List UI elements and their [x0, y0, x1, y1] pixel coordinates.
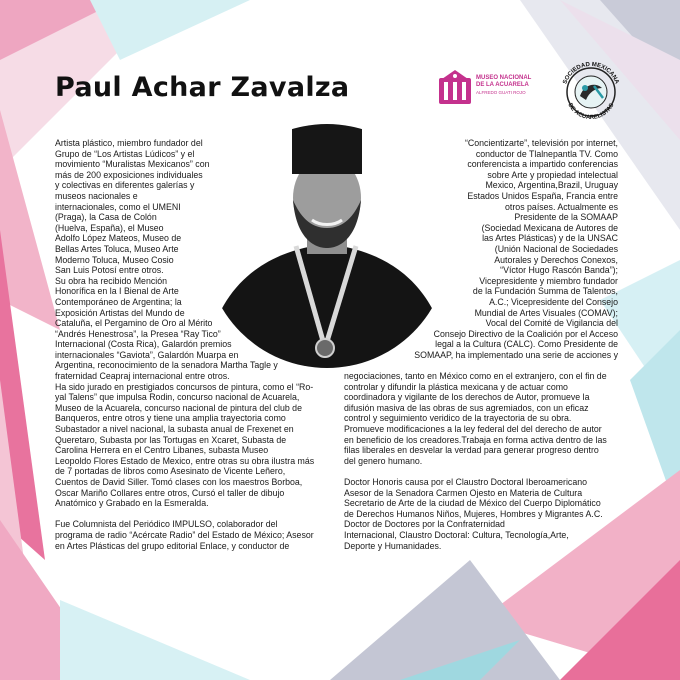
text-line: Argentina, reconocimiento de la senadora Martha Tagle y: [55, 360, 278, 371]
text-line: Vicepresidente y miembro fundador: [479, 275, 618, 286]
text-line: coordinadora y vigilante de los derechos de Autor, promueve la: [344, 392, 590, 403]
text-line: de 7 portadas de libros como Asesinato de Vicente Leñero,: [55, 466, 286, 477]
blank-line: [55, 509, 314, 520]
text-line: negociaciones, tanto en México como en el extranjero, con el fin de: [344, 371, 607, 381]
museo-logo-line-1: MUSEO NACIONAL: [476, 75, 532, 81]
text-line: más de 200 exposiciones individuales: [55, 169, 203, 180]
text-line: museos nacionales e: [55, 190, 138, 201]
text-line: Cataluña, el Pergamino de Oro al Mérito: [55, 318, 213, 329]
museo-acuarela-emblem: [438, 70, 472, 106]
text-line: de la Fundación Summa de Talentos,: [472, 286, 618, 297]
text-line: Promueve modificaciones a la ley federal del del derecho de autor: [344, 423, 602, 434]
text-line: (Unión Nacional de Sociedades: [494, 243, 618, 254]
text-line: Adolfo López Mateos, Museo de: [55, 233, 182, 244]
text-line: Presidente de la SOMAAP: [514, 212, 618, 223]
text-line: Ha sido jurado en prestigiados concursos de pintura, como el “Ro-: [55, 381, 314, 392]
text-line: difusión masiva de las obras de sus agremiados, con un eficaz: [344, 402, 589, 413]
text-line: Banqueros, entre otros y tiene una amplia trayectoria como: [55, 413, 286, 424]
text-line: Museo de la Acuarela, concurso nacional de pintura del club de: [55, 402, 302, 413]
blank-line: [344, 466, 607, 477]
text-line: del genero humano.: [344, 455, 423, 466]
text-line: sobre Arte y propiedad intelectual: [487, 169, 618, 180]
text-line: y colectivas en diferentes galerías y: [55, 180, 195, 191]
text-line: “Andrés Henestrosa”, la Presea “Ray Tico”: [55, 328, 221, 339]
sociedad-acuarelistas-logo: [556, 58, 626, 120]
text-line: Exposición Artistas del Mundo de: [55, 307, 185, 318]
text-line: Anatómico y Grabado en la Esmeralda.: [55, 498, 209, 509]
text-line: Bellas Artes Toluca, Museo Arte: [55, 243, 179, 254]
text-line: Fue Columnista del Periódico IMPULSO, colaborador del: [55, 519, 278, 530]
text-line: Consejo Directivo de la Coalición por el Acceso: [433, 328, 618, 339]
biography-right-column-bottom: [344, 371, 607, 551]
text-line: otros países. Actualmente es: [505, 201, 618, 212]
text-line: Cuentos de David Siller. Tomó clases con los maestros Borboa,: [55, 477, 303, 487]
text-line: Doctor Honoris causa por el Claustro Doctoral Iberoamericano: [344, 476, 588, 487]
text-line: Carolina Herrera en el Centro Libanes, subasta Museo: [55, 445, 269, 456]
somaap-logo-bottom-text: DE ACUARELISTAS: [566, 102, 616, 120]
text-line: San Luis Potosí entre otros.: [55, 265, 164, 276]
text-line: Deporte y Humanidades.: [344, 540, 442, 551]
text-line: Contemporáneo de Argentina; la: [55, 296, 182, 307]
text-line: Artista plástico, miembro fundador del: [55, 138, 203, 148]
text-line: legal a la Cultura (CALC). Como Presidente de: [435, 339, 618, 350]
text-line: control y seguimiento veridico de la trayectoria de su obra.: [344, 413, 572, 424]
text-line: Oscar Mariño Collares entre otros, Cursó el taller de dibujo: [55, 487, 285, 498]
text-line: Secretario de Arte de la ciudad de México del Cuerpo Diplomático: [344, 498, 601, 509]
text-line: A.C.; Vicepresidente del Consejo: [489, 296, 618, 307]
text-line: Grupo de “Los Artistas Lúdicos” y el: [55, 148, 195, 159]
museo-acuarela-logo: [438, 70, 548, 106]
text-line: Moderno Toluca, Museo Cosio: [55, 254, 174, 265]
text-line: Mundial de Artes Visuales (COMAV);: [474, 307, 618, 318]
text-line: conferencista a impartido conferencias: [467, 159, 618, 170]
text-line: controlar y difundir la plástica mexicana y de actuar como: [344, 381, 568, 392]
text-line: Subastador a nivel nacional, la subasta anual de Frexenet en: [55, 424, 294, 435]
text-line: Estados Unidos España, Francia entre: [467, 190, 618, 201]
text-line: en beneficio de los creadores.Trabaja en forma activa dentro de las: [344, 434, 607, 445]
text-line: yal Talens” que impulsa Rodin, concurso nacional de Acuarela,: [55, 392, 300, 403]
text-line: Leopoldo Flores Estado de Mexico, entre otras su obra ilustra más: [55, 455, 315, 466]
text-line: (Huelva, España), el Museo: [55, 222, 164, 233]
text-line: internacionales, como el UMENI: [55, 201, 181, 212]
museo-logo-line-2: DE LA ACUARELA: [476, 82, 529, 88]
museo-logo-line-3: ALFREDO GUATI ROJO: [476, 90, 526, 95]
text-line: Internacional (Costa Rica), Galardón premios: [55, 339, 232, 350]
text-line: Asesor de la Senadora Carmen Ojesto en Materia de Cultura: [344, 487, 583, 498]
text-line: en Artes Plásticas del grupo editorial Enlace, y conductor de: [55, 540, 290, 551]
text-line: “Víctor Hugo Rascón Banda”);: [500, 265, 618, 276]
text-line: filas liberales en desvelar la verdad para generar progreso dentro: [344, 445, 599, 456]
text-line: Autorales y Derechos Conexos,: [494, 254, 618, 265]
text-line: movimiento “Muralistas Mexicanos” con: [55, 159, 210, 170]
text-line: internacionales “Gaviota”, Galardón Muarpa en: [55, 349, 239, 360]
text-line: “Concientizarte”, televisión por internet,: [464, 138, 618, 148]
text-line: Vocal del Comité de Vigilancia del: [485, 318, 618, 329]
biography-left-column: [55, 138, 314, 551]
biography-right-column-top: [414, 138, 618, 360]
text-line: Mexico, Argentina,Brazil, Uruguay: [485, 180, 618, 191]
text-line: (Sociedad Mexicana de Autores de: [481, 222, 618, 233]
text-line: de Derechos Humanos Niños, Mujeres, Hombres y Migrantes A.C.: [344, 508, 603, 519]
text-line: Doctor de Doctores por la Confraternidad: [344, 519, 505, 530]
text-line: Internacional, Claustro Doctoral: Cultura, Tecnología,Arte,: [344, 529, 569, 540]
text-line: (Praga), la Casa de Colón: [55, 212, 157, 223]
text-line: conductor de Tlalnepantla TV. Como: [475, 148, 618, 159]
text-line: fraternidad Ceapraj internacional entre otros.: [55, 371, 230, 382]
page-title: Paul Achar Zavalza: [55, 72, 350, 103]
text-line: las Artes Plásticas) y de la UNSAC: [482, 233, 618, 244]
text-line: SOMAAP, ha implementado una serie de acciones y: [414, 349, 618, 360]
text-line: Queretaro, Subasta por las Tortugas en Xcaret, Subasta de: [55, 434, 287, 445]
text-line: Honorífica en la I Bienal de Arte: [55, 286, 179, 297]
somaap-logo-top-text: SOCIEDAD MEXICANA: [562, 61, 620, 85]
text-line: Su obra ha recibido Mención: [55, 275, 167, 286]
text-line: programa de radio “Acércate Radio” del Estado de México; Asesor: [55, 529, 314, 540]
